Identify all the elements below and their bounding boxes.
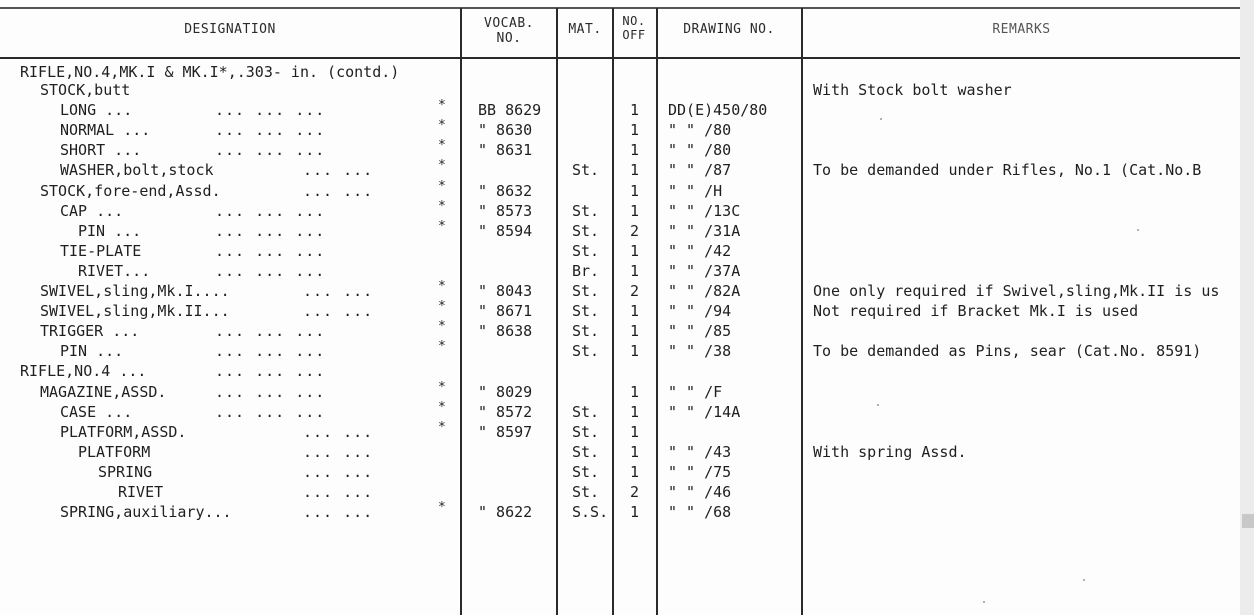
row-drawing-no: " " /75	[668, 462, 732, 481]
row-designation: SWIVEL,sling,Mk.II...	[40, 302, 230, 321]
row-designation: PIN ...	[78, 221, 142, 240]
row-designation: STOCK,fore-end,Assd.	[40, 181, 221, 200]
row-material: St.	[572, 221, 600, 240]
header-top-rule	[0, 7, 1242, 9]
leader-dots: ... ...	[303, 503, 374, 522]
row-material: S.S.	[572, 503, 609, 522]
row-quantity: 1	[630, 241, 640, 260]
scan-speck	[880, 118, 882, 120]
row-material: St.	[572, 322, 600, 341]
asterisk-marker: *	[438, 299, 446, 315]
scrollbar-thumb[interactable]	[1242, 514, 1254, 528]
scan-speck	[983, 601, 985, 603]
row-vocab-no: " 8572	[478, 402, 533, 421]
leader-dots: ... ... ...	[215, 261, 326, 280]
row-designation: RIVET...	[78, 261, 151, 280]
row-quantity: 1	[630, 302, 640, 321]
row-designation: PLATFORM	[78, 442, 151, 461]
row-material: St.	[572, 342, 600, 361]
scan-speck	[1083, 579, 1085, 581]
row-drawing-no: " " /80	[668, 121, 732, 140]
leader-dots: ... ... ...	[215, 342, 326, 361]
asterisk-marker: *	[438, 339, 446, 355]
row-drawing-no: " " /14A	[668, 402, 741, 421]
asterisk-marker: *	[438, 379, 446, 395]
row-drawing-no: " " /80	[668, 141, 732, 160]
row-remarks: To be demanded under Rifles, No.1 (Cat.No.B	[813, 161, 1202, 180]
row-material: St.	[572, 161, 600, 180]
column-divider-vocab	[460, 8, 462, 615]
asterisk-marker: *	[438, 500, 446, 516]
asterisk-marker: *	[438, 98, 446, 114]
row-remarks: With spring Assd.	[813, 442, 967, 461]
header-no-off-line2: OFF	[622, 28, 646, 42]
scan-speck	[1137, 229, 1139, 231]
leader-dots: ... ...	[303, 161, 374, 180]
row-quantity: 1	[630, 402, 640, 421]
row-material: Br.	[572, 261, 600, 280]
row-drawing-no: " " /85	[668, 322, 732, 341]
column-divider-qty	[612, 8, 614, 615]
row-remarks: With Stock bolt washer	[813, 81, 1012, 99]
row-designation: WASHER,bolt,stock	[60, 161, 214, 180]
row-designation: SPRING,auxiliary...	[60, 503, 232, 522]
row-drawing-no: " " /82A	[668, 282, 741, 300]
row-material: St.	[572, 483, 600, 501]
row-quantity: 1	[630, 382, 640, 401]
row-drawing-no: " " /13C	[668, 201, 741, 220]
row-designation: RIFLE,NO.4 ...	[20, 362, 147, 381]
row-quantity: 1	[630, 462, 640, 481]
header-vocab-no	[462, 16, 556, 46]
header-bottom-rule	[0, 57, 1242, 59]
row-quantity: 2	[630, 483, 640, 501]
leader-dots: ... ...	[303, 302, 374, 321]
leader-dots: ... ... ...	[215, 402, 326, 421]
asterisk-marker: *	[438, 158, 446, 174]
row-designation: SWIVEL,sling,Mk.I....	[40, 282, 230, 300]
asterisk-marker: *	[438, 319, 446, 335]
row-quantity: 1	[630, 201, 640, 220]
row-designation: PIN ...	[60, 342, 124, 361]
scan-speck	[877, 404, 879, 406]
row-vocab-no: " 8594	[478, 221, 533, 240]
row-material: St.	[572, 201, 600, 220]
row-designation: CAP ...	[60, 201, 124, 220]
row-quantity: 2	[630, 221, 640, 240]
row-vocab-no: " 8043	[478, 282, 533, 300]
row-designation: SPRING	[98, 462, 153, 481]
header-remarks: REMARKS	[992, 22, 1051, 37]
asterisk-marker: *	[438, 118, 446, 134]
row-vocab-no: " 8597	[478, 422, 533, 441]
row-drawing-no: " " /43	[668, 442, 732, 461]
row-designation: NORMAL ...	[60, 121, 151, 140]
row-drawing-no: " " /H	[668, 181, 723, 200]
row-quantity: 1	[630, 101, 640, 120]
leader-dots: ... ... ...	[215, 382, 326, 401]
leader-dots: ... ...	[303, 442, 374, 461]
row-material: St.	[572, 462, 600, 481]
row-vocab-no: " 8638	[478, 322, 533, 341]
row-drawing-no: " " /68	[668, 503, 732, 522]
leader-dots: ... ...	[303, 462, 374, 481]
row-drawing-no: " " /94	[668, 302, 732, 321]
row-designation: MAGAZINE,ASSD.	[40, 382, 167, 401]
row-vocab-no: " 8631	[478, 141, 533, 160]
header-designation: DESIGNATION	[184, 22, 276, 37]
row-drawing-no: DD(E)450/80	[668, 101, 768, 120]
row-quantity: 2	[630, 282, 640, 300]
row-quantity: 1	[630, 181, 640, 200]
row-remarks: To be demanded as Pins, sear (Cat.No. 8591)	[813, 342, 1202, 361]
row-quantity: 1	[630, 442, 640, 461]
row-drawing-no: " " /37A	[668, 261, 741, 280]
row-designation: LONG ...	[60, 101, 133, 120]
row-material: St.	[572, 302, 600, 321]
leader-dots: ... ... ...	[215, 141, 326, 160]
leader-dots: ... ... ...	[215, 221, 326, 240]
row-vocab-no: " 8573	[478, 201, 533, 220]
leader-dots: ... ...	[303, 282, 374, 300]
row-quantity: 1	[630, 121, 640, 140]
row-designation: STOCK,butt	[40, 81, 131, 99]
row-vocab-no: " 8632	[478, 181, 533, 200]
asterisk-marker: *	[438, 399, 446, 415]
asterisk-marker: *	[438, 178, 446, 194]
row-quantity: 1	[630, 503, 640, 522]
row-drawing-no: " " /F	[668, 382, 723, 401]
row-vocab-no: " 8630	[478, 121, 533, 140]
row-designation: TRIGGER ...	[40, 322, 140, 341]
row-designation: RIVET	[118, 483, 164, 501]
header-vocab-line2: NO.	[496, 31, 522, 46]
row-drawing-no: " " /46	[668, 483, 732, 501]
row-vocab-no: " 8671	[478, 302, 533, 321]
asterisk-marker: *	[438, 279, 446, 294]
header-drawing-no: DRAWING NO.	[683, 22, 775, 37]
row-material: St.	[572, 241, 600, 260]
row-vocab-no: " 8622	[478, 503, 533, 522]
leader-dots: ... ... ...	[215, 101, 326, 120]
leader-dots: ... ... ...	[215, 201, 326, 220]
row-vocab-no: " 8029	[478, 382, 533, 401]
section-title: RIFLE,NO.4,MK.I & MK.I*,.303- in. (contd.)	[20, 63, 400, 81]
row-remarks: One only required if Swivel,sling,Mk.II is us	[813, 282, 1220, 300]
row-quantity: 1	[630, 261, 640, 280]
row-designation: TIE-PLATE	[60, 241, 142, 260]
header-mat: MAT.	[568, 22, 602, 37]
column-divider-remarks	[801, 8, 803, 615]
row-designation: CASE ...	[60, 402, 133, 421]
header-no-off-line1: NO.	[622, 14, 646, 28]
leader-dots: ... ...	[303, 181, 374, 200]
leader-dots: ... ... ...	[215, 241, 326, 260]
row-quantity: 1	[630, 342, 640, 361]
row-material: St.	[572, 282, 600, 300]
row-designation: PLATFORM,ASSD.	[60, 422, 187, 441]
row-quantity: 1	[630, 141, 640, 160]
header-vocab-line1: VOCAB.	[484, 16, 534, 31]
row-designation: SHORT ...	[60, 141, 142, 160]
row-drawing-no: " " /38	[668, 342, 732, 361]
asterisk-marker: *	[438, 138, 446, 154]
row-material: St.	[572, 402, 600, 421]
row-drawing-no: " " /87	[668, 161, 732, 180]
leader-dots: ... ...	[303, 483, 374, 501]
row-drawing-no: " " /42	[668, 241, 732, 260]
row-material: St.	[572, 422, 600, 441]
leader-dots: ... ...	[303, 422, 374, 441]
row-remarks: Not required if Bracket Mk.I is used	[813, 302, 1139, 321]
row-quantity: 1	[630, 161, 640, 180]
leader-dots: ... ... ...	[215, 322, 326, 341]
row-quantity: 1	[630, 322, 640, 341]
row-quantity: 1	[630, 422, 640, 441]
header-no-off	[613, 14, 655, 42]
column-divider-mat	[556, 8, 558, 615]
asterisk-marker: *	[438, 419, 446, 435]
asterisk-marker: *	[438, 198, 446, 214]
leader-dots: ... ... ...	[215, 362, 326, 381]
asterisk-marker: *	[438, 218, 446, 234]
column-divider-drawing	[656, 8, 658, 615]
row-material: St.	[572, 442, 600, 461]
row-drawing-no: " " /31A	[668, 221, 741, 240]
leader-dots: ... ... ...	[215, 121, 326, 140]
row-vocab-no: BB 8629	[478, 101, 542, 120]
